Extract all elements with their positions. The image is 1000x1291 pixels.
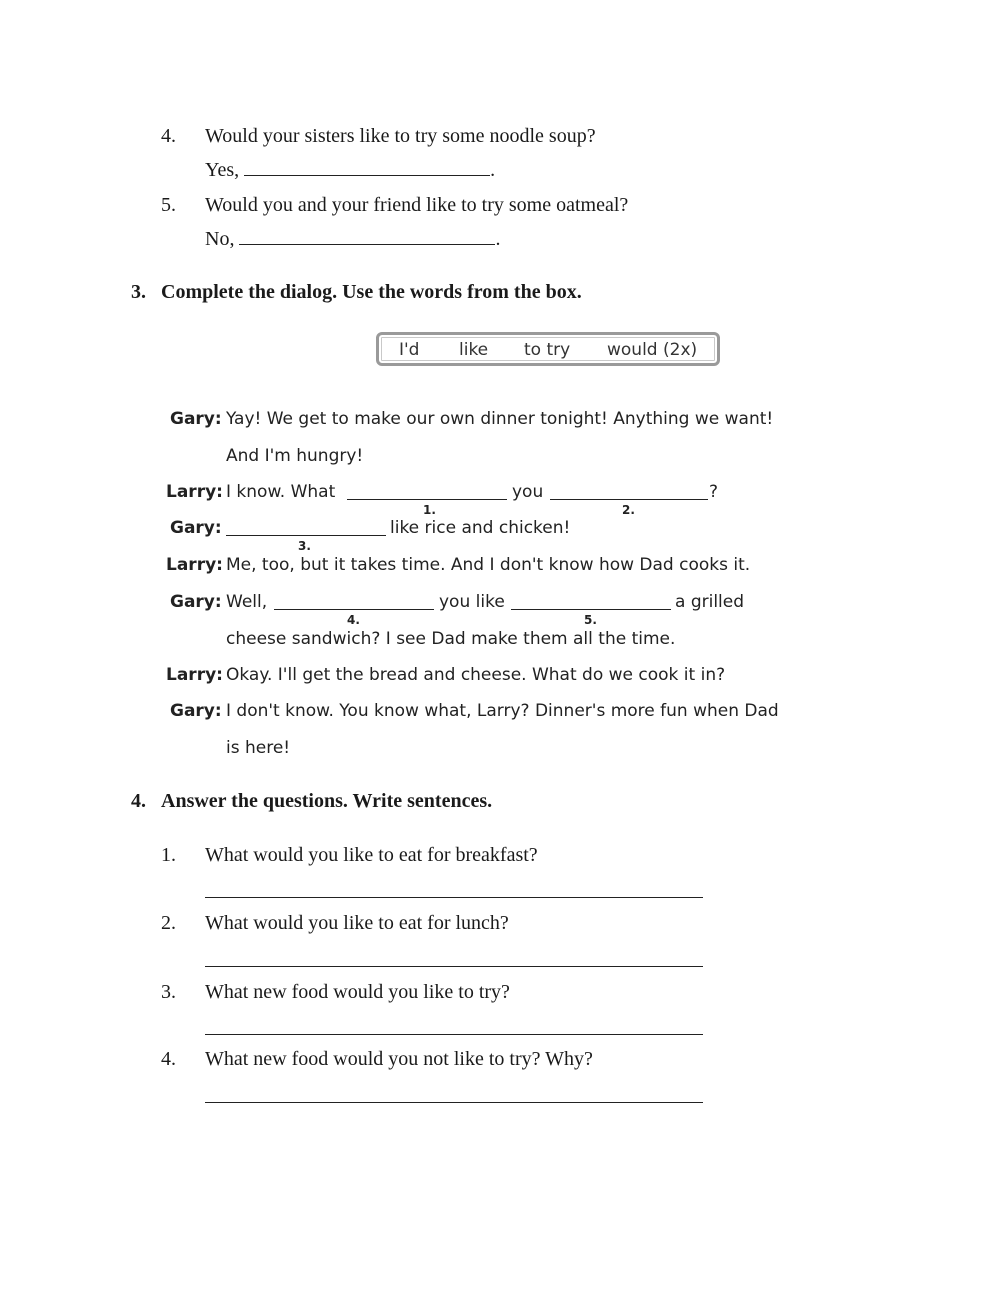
answer-line[interactable] [205,1102,703,1103]
section-instruction: Complete the dialog. Use the words from the box. [161,281,582,303]
dialog-text: Well, [226,592,268,612]
blank-number: 5. [584,613,597,627]
blank-2[interactable] [550,499,708,500]
speaker-label: Gary: [170,409,222,429]
speaker-label: Larry: [166,555,223,575]
question-text: What new food would you not like to try? Why? [205,1048,593,1070]
answer-suffix: . [495,228,501,250]
section-instruction: Answer the questions. Write sentences. [161,790,493,812]
dialog-text: I know. What [226,482,336,502]
answer-prefix: No, [205,228,235,250]
word-box-item: to try [524,340,571,360]
dialog-text: you [512,482,544,502]
speaker-label: Gary: [170,592,222,612]
question-text: Would you and your friend like to try some oatmeal? [205,194,629,216]
word-box-item: would (2x) [607,340,698,360]
dialog-text: I don't know. You know what, Larry? Dinner's more fun when Dad [226,701,779,721]
word-box-item: I'd [399,340,420,360]
question-text: What would you like to eat for lunch? [205,912,509,934]
dialog-text: like rice and chicken! [390,518,571,538]
blank-3[interactable] [226,535,386,536]
question-text: What new food would you like to try? [205,981,510,1003]
blank-1[interactable] [347,499,507,500]
dialog-text: Me, too, but it takes time. And I don't know how Dad cooks it. [226,555,751,575]
answer-line[interactable] [205,1034,703,1035]
question-number: 2. [161,912,176,934]
dialog-text: ? [709,482,719,502]
dialog-text: Yay! We get to make our own dinner tonight! Anything we want! [226,409,774,429]
blank-number: 2. [622,503,635,517]
question-number: 3. [161,981,176,1003]
question-text: What would you like to eat for breakfast? [205,844,538,866]
dialog-text: is here! [226,738,291,758]
question-number: 4. [161,1048,176,1070]
blank-number: 4. [347,613,360,627]
dialog-text: And I'm hungry! [226,446,364,466]
blank-4[interactable] [274,609,434,610]
answer-line[interactable] [205,897,703,898]
dialog-text: you like [439,592,505,612]
word-box-item: like [459,340,489,360]
speaker-label: Gary: [170,518,222,538]
speaker-label: Larry: [166,482,223,502]
answer-suffix: . [490,159,496,181]
answer-line-row [205,158,495,182]
item-number: 4. [161,125,176,147]
item-number: 5. [161,194,176,216]
speaker-label: Gary: [170,701,222,721]
answer-blank[interactable] [239,243,495,245]
word-box [376,332,720,366]
dialog-text: Okay. I'll get the bread and cheese. What do we cook it in? [226,665,726,685]
answer-prefix: Yes, [205,159,240,181]
section-number: 3. [131,281,146,303]
blank-number: 3. [298,539,311,553]
blank-5[interactable] [511,609,671,610]
section-number: 4. [131,790,146,812]
blank-number: 1. [423,503,436,517]
answer-line[interactable] [205,966,703,967]
speaker-label: Larry: [166,665,223,685]
question-number: 1. [161,844,176,866]
answer-blank[interactable] [244,174,490,176]
dialog-text: cheese sandwich? I see Dad make them all the time. [226,629,676,649]
question-text: Would your sisters like to try some noodle soup? [205,125,596,147]
answer-line-row [205,227,500,251]
dialog-text: a grilled [675,592,745,612]
